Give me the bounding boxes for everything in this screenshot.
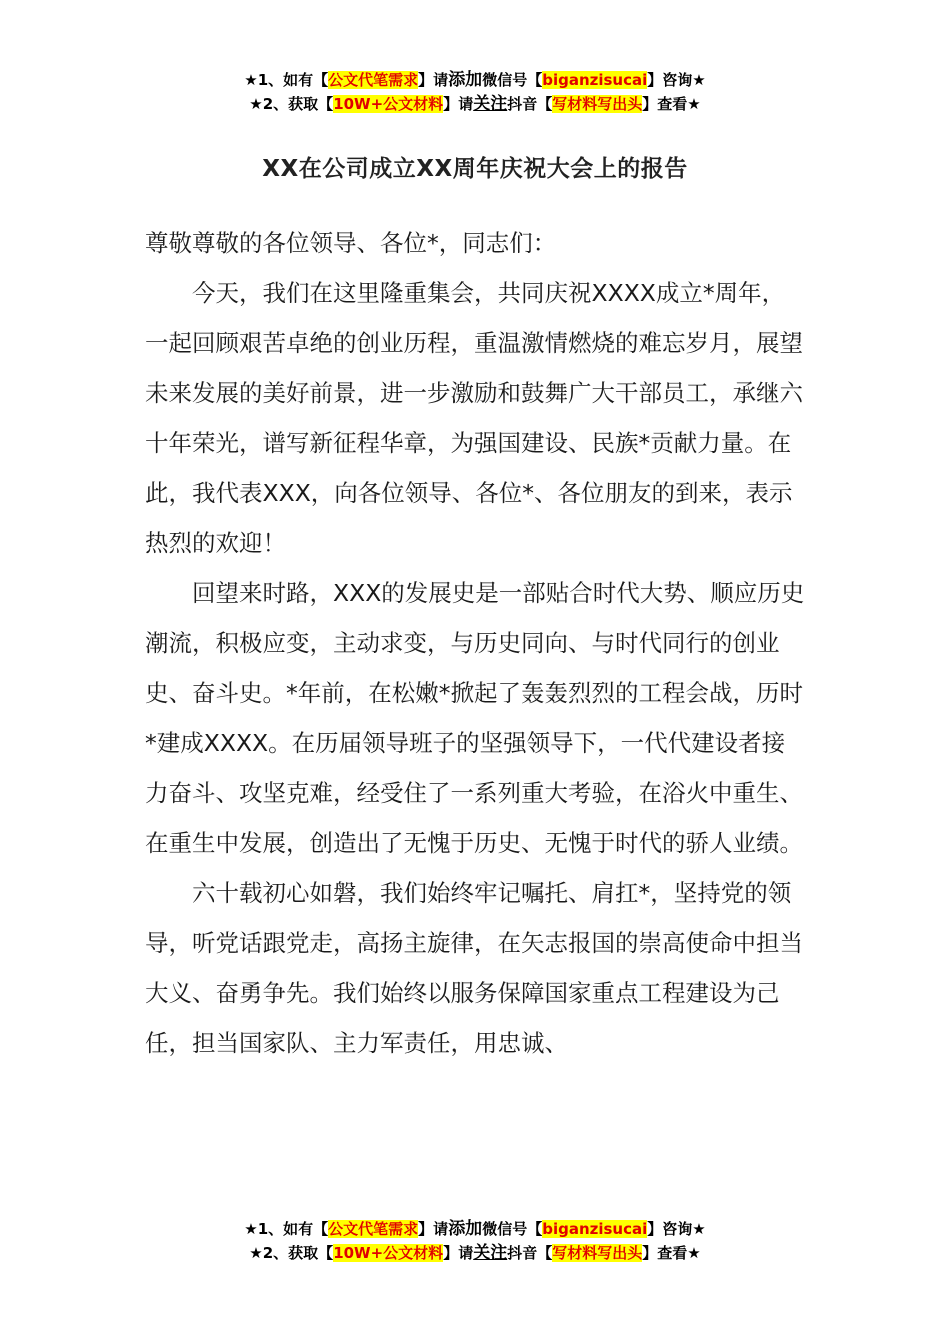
- footer-banner: [0, 1217, 950, 1265]
- banner-emphasis: 添加: [448, 1219, 483, 1239]
- banner-text: ★2、获取【: [249, 95, 334, 113]
- banner-text: ★1、如有【: [244, 1220, 329, 1238]
- banner-highlight: 10W+公文材料: [333, 1244, 444, 1262]
- banner-text: 微信号【: [482, 71, 543, 89]
- banner-text: 】咨询★: [647, 1220, 706, 1238]
- banner-highlight: 公文代笔需求: [328, 71, 419, 89]
- banner-text: 抖音【: [507, 1244, 553, 1262]
- banner-text: 微信号【: [482, 1220, 543, 1238]
- banner-text: 】咨询★: [647, 71, 706, 89]
- salutation: 尊敬尊敬的各位领导、各位*，同志们：: [145, 229, 557, 257]
- banner-line-1: [0, 68, 950, 92]
- banner-text: 】查看★: [642, 95, 701, 113]
- banner-text: 】查看★: [642, 1244, 701, 1262]
- banner-text: ★2、获取【: [249, 1244, 334, 1262]
- header-banner: [0, 68, 950, 116]
- document-body: [145, 218, 805, 1068]
- banner-text: 】请: [443, 95, 474, 113]
- banner-highlight: 公文代笔需求: [328, 1220, 419, 1238]
- banner-emphasis: 关注: [473, 1243, 508, 1263]
- banner-line-2: [0, 1241, 950, 1265]
- banner-text: ★1、如有【: [244, 71, 329, 89]
- paragraph: 回望来时路，XXX的发展史是一部贴合时代大势、顺应历史潮流，积极应变，主动求变，与历史同向、与时代同行的创业史、奋斗史。*年前，在松嫩*掀起了轰轰烈烈的工程会战，历时*建成XXXX。在历届领导班子的坚强领导下，一代代建设者接力奋斗、攻坚克难，经受住了一系列重大考验，在浴火中重生、在重生中发展，创造出了无愧于历史、无愧于时代的骄人业绩。: [145, 579, 805, 857]
- wechat-id-highlight: biganzisucai: [542, 1220, 648, 1238]
- banner-text: 】请: [418, 71, 449, 89]
- wechat-id-highlight: biganzisucai: [542, 71, 648, 89]
- banner-line-2: [0, 92, 950, 116]
- banner-text: 抖音【: [507, 95, 553, 113]
- douyin-id-highlight: 写材料写出头: [552, 95, 643, 113]
- document-title: XX在公司成立XX周年庆祝大会上的报告: [262, 156, 688, 182]
- paragraph: 六十载初心如磐，我们始终牢记嘱托、肩扛*，坚持党的领导，听党话跟党走，高扬主旋律，在矢志报国的崇高使命中担当大义、奋勇争先。我们始终以服务保障国家重点工程建设为己任，担当国家队、主力军责任，用忠诚、: [145, 879, 803, 1057]
- banner-highlight: 10W+公文材料: [333, 95, 444, 113]
- douyin-id-highlight: 写材料写出头: [552, 1244, 643, 1262]
- banner-line-1: [0, 1217, 950, 1241]
- banner-emphasis: 关注: [473, 94, 508, 114]
- banner-emphasis: 添加: [448, 70, 483, 90]
- banner-text: 】请: [443, 1244, 474, 1262]
- paragraph: 今天，我们在这里隆重集会，共同庆祝XXXX成立*周年，一起回顾艰苦卓绝的创业历程，重温激情燃烧的难忘岁月，展望未来发展的美好前景，进一步激励和鼓舞广大干部员工，承继六十年荣光，谱写新征程华章，为强国建设、民族*贡献力量。在此，我代表XXX，向各位领导、各位*、各位朋友的到来，表示热烈的欢迎！: [145, 279, 803, 557]
- banner-text: 】请: [418, 1220, 449, 1238]
